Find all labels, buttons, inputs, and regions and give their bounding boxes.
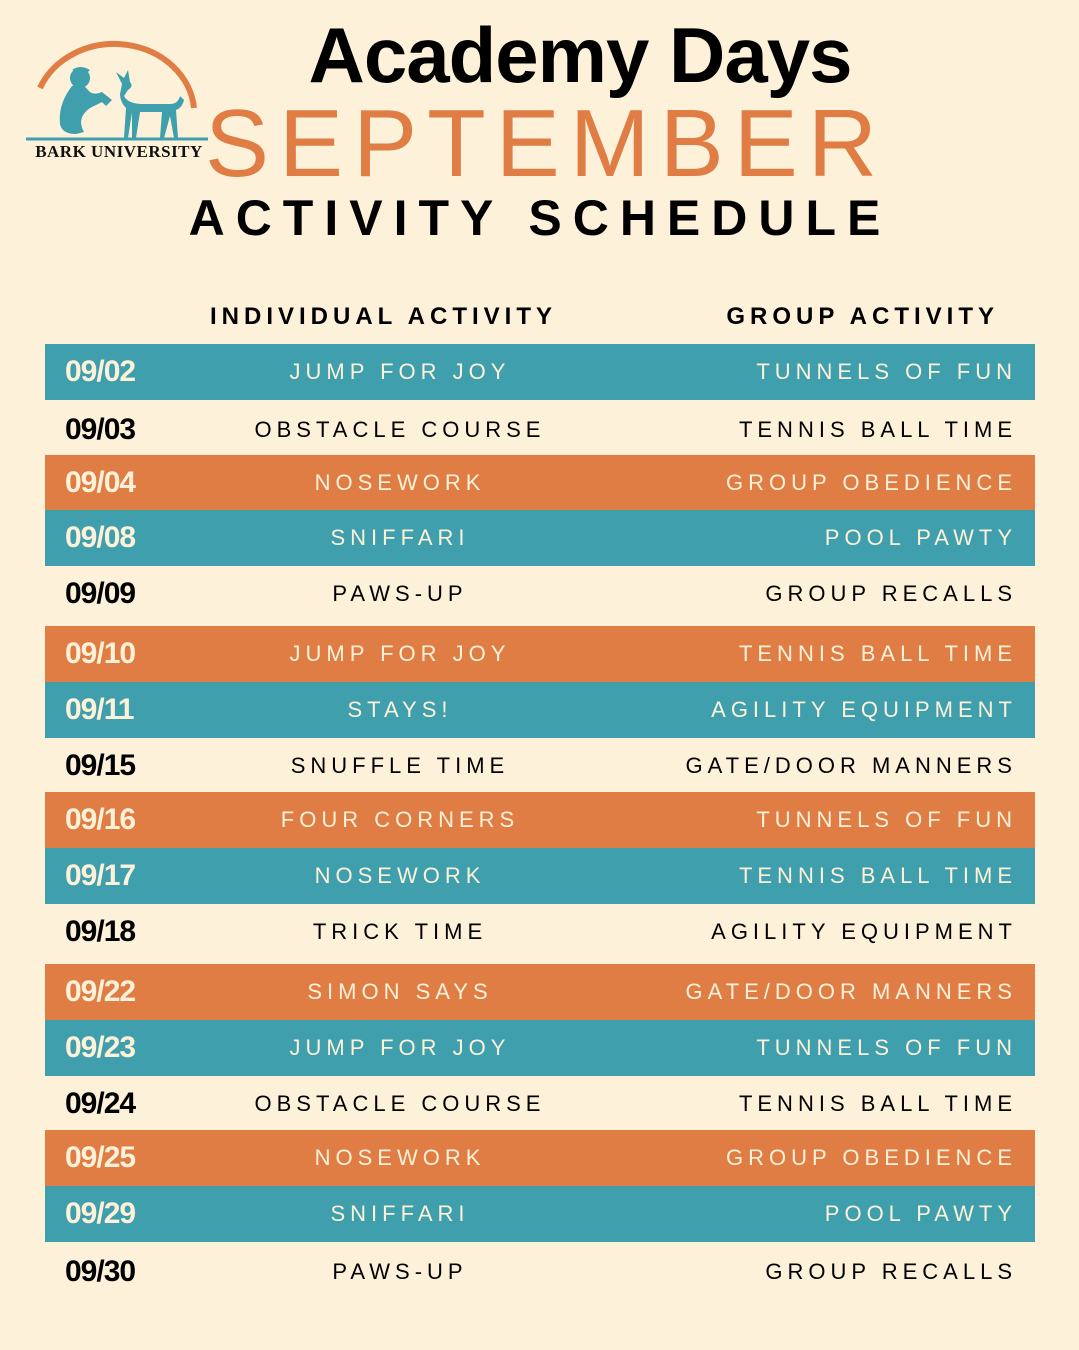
month-heading: SEPTEMBER <box>205 90 888 197</box>
row-date: 09/08 <box>65 521 136 554</box>
row-group-activity: GROUP OBEDIENCE <box>726 470 1017 495</box>
row-individual-activity: SNIFFARI <box>330 1201 470 1226</box>
row-date: 09/18 <box>65 915 136 948</box>
row-date: 09/25 <box>65 1141 136 1174</box>
row-individual-activity: OBSTACLE COURSE <box>254 1091 546 1116</box>
row-date: 09/24 <box>65 1087 136 1120</box>
page-title: Academy Days <box>308 11 852 99</box>
row-date: 09/03 <box>65 413 136 446</box>
schedule-row <box>45 402 1035 458</box>
row-group-activity: POOL PAWTY <box>824 1201 1017 1226</box>
row-individual-activity: STAYS! <box>347 697 453 722</box>
row-date: 09/04 <box>65 466 136 499</box>
row-individual-activity: PAWS-UP <box>332 581 468 606</box>
row-date: 09/11 <box>65 693 134 726</box>
row-group-activity: AGILITY EQUIPMENT <box>711 697 1017 722</box>
row-date: 09/15 <box>65 749 136 782</box>
row-individual-activity: OBSTACLE COURSE <box>254 417 546 442</box>
row-individual-activity: TRICK TIME <box>312 919 488 944</box>
row-individual-activity: SIMON SAYS <box>307 979 493 1004</box>
row-date: 09/16 <box>65 803 136 836</box>
row-group-activity: GROUP RECALLS <box>765 581 1017 606</box>
schedule-row <box>45 626 1035 682</box>
row-date: 09/10 <box>65 637 136 670</box>
row-group-activity: AGILITY EQUIPMENT <box>711 919 1017 944</box>
schedule-row <box>45 682 1035 738</box>
row-individual-activity: JUMP FOR JOY <box>289 359 511 384</box>
row-individual-activity: NOSEWORK <box>314 863 486 888</box>
row-individual-activity: FOUR CORNERS <box>280 807 520 832</box>
schedule-row <box>45 1186 1035 1242</box>
row-group-activity: TUNNELS OF FUN <box>756 1035 1017 1060</box>
brand-logo <box>22 18 212 168</box>
row-individual-activity: JUMP FOR JOY <box>289 641 511 666</box>
row-date: 09/09 <box>65 577 136 610</box>
schedule-subtitle: ACTIVITY SCHEDULE <box>188 190 892 246</box>
row-individual-activity: NOSEWORK <box>314 1145 486 1170</box>
row-group-activity: GROUP RECALLS <box>765 1259 1017 1284</box>
row-date: 09/29 <box>65 1197 136 1230</box>
schedule-row <box>45 1244 1035 1300</box>
schedule-row <box>45 510 1035 566</box>
schedule-row <box>45 792 1035 848</box>
schedule-row <box>45 1076 1035 1132</box>
row-group-activity: GATE/DOOR MANNERS <box>685 979 1017 1004</box>
row-individual-activity: PAWS-UP <box>332 1259 468 1284</box>
row-date: 09/17 <box>65 859 136 892</box>
row-group-activity: TENNIS BALL TIME <box>738 417 1017 442</box>
row-group-activity: POOL PAWTY <box>824 525 1017 550</box>
schedule-row <box>45 455 1035 511</box>
row-group-activity: TENNIS BALL TIME <box>738 641 1017 666</box>
schedule-row <box>45 344 1035 400</box>
row-date: 09/23 <box>65 1031 136 1064</box>
schedule-row <box>45 566 1035 622</box>
schedule-row <box>45 904 1035 960</box>
schedule-row <box>45 1020 1035 1076</box>
row-group-activity: GROUP OBEDIENCE <box>726 1145 1017 1170</box>
row-date: 09/02 <box>65 355 136 388</box>
row-individual-activity: NOSEWORK <box>314 470 486 495</box>
row-date: 09/30 <box>65 1255 136 1288</box>
row-individual-activity: SNUFFLE TIME <box>290 753 510 778</box>
row-group-activity: TENNIS BALL TIME <box>738 863 1017 888</box>
brand-name: BARK UNIVERSITY <box>35 142 203 161</box>
schedule-row <box>45 1130 1035 1186</box>
dog-trainer-logo-icon <box>22 18 212 148</box>
row-group-activity: TENNIS BALL TIME <box>738 1091 1017 1116</box>
row-individual-activity: JUMP FOR JOY <box>289 1035 511 1060</box>
schedule-row <box>45 964 1035 1020</box>
individual-activity-header: INDIVIDUAL ACTIVITY <box>210 303 558 330</box>
row-date: 09/22 <box>65 975 136 1008</box>
schedule-row <box>45 738 1035 794</box>
row-group-activity: GATE/DOOR MANNERS <box>685 753 1017 778</box>
row-individual-activity: SNIFFARI <box>330 525 470 550</box>
row-group-activity: TUNNELS OF FUN <box>756 359 1017 384</box>
schedule-row <box>45 848 1035 904</box>
group-activity-header: GROUP ACTIVITY <box>726 303 999 330</box>
row-group-activity: TUNNELS OF FUN <box>756 807 1017 832</box>
